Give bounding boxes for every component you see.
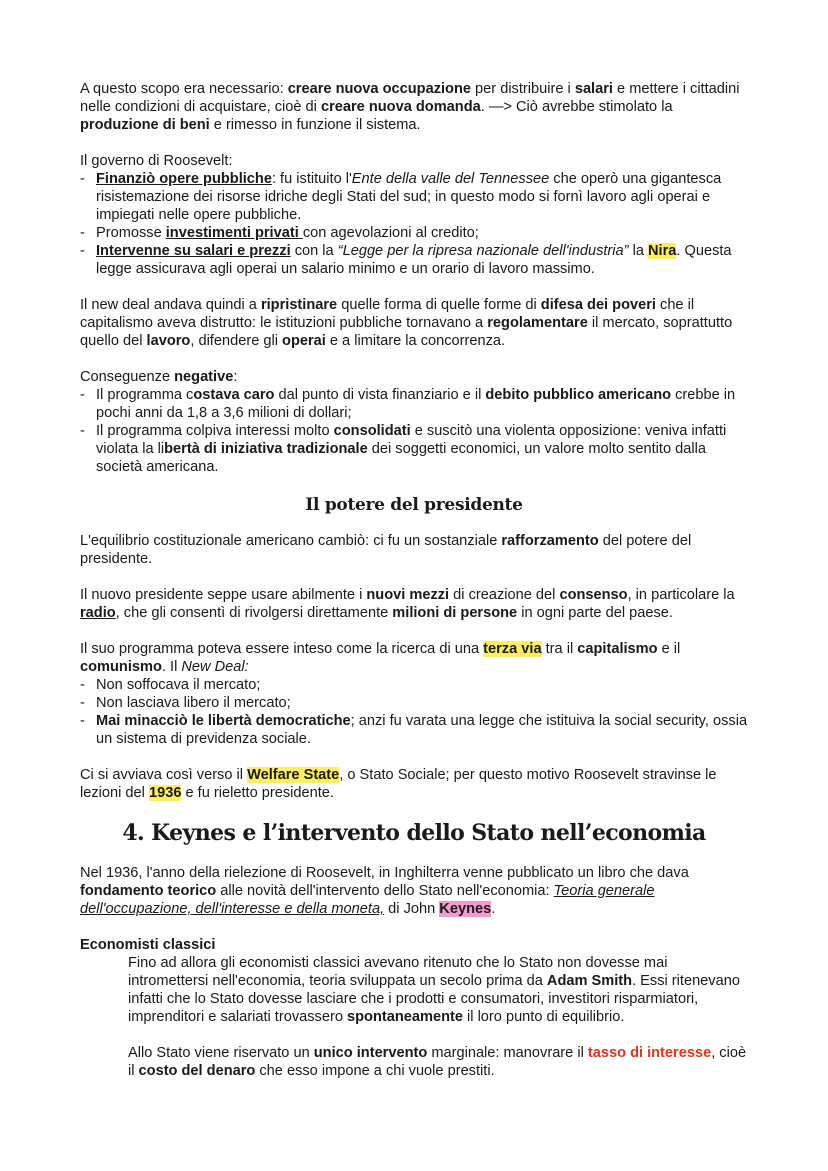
list-item: - Non lasciava libero il mercato; (80, 694, 748, 712)
paragraph-new-deal: Il new deal andava quindi a ripristinare quelle forma di quelle forme di difesa dei poveri che il capitalismo aveva distrutto: le istituzioni pubbliche tornavano a regolamentare il mercato, soprattutto quello del lavoro, difendere gli operai e a limitare la concorrenza. (80, 297, 733, 349)
highlight-terza-via: terza via (483, 641, 542, 657)
list-item: - Mai minacciò le libertà democratiche; anzi fu varata una legge che istituiva la social security, ossia un sistema di previdenza sociale. (80, 712, 748, 748)
highlight-1936: 1936 (148, 785, 182, 801)
subheading-economisti-classici: Economisti classici (80, 937, 216, 953)
red-tasso-interesse: tasso di interesse (587, 1045, 712, 1061)
list-item: - Non soffocava il mercato; (80, 676, 748, 694)
paragraph-terza-via: Il suo programma poteva essere inteso come la ricerca di una terza via tra il capitalismo e il comunismo. Il New Deal: (80, 641, 681, 675)
conseguenze-list (80, 386, 748, 476)
list-item: - Il programma colpiva interessi molto consolidati e suscitò una violenta opposizione: veniva infatti violata la libertà di iniziativa tradizionale dei soggetti economici, un valore molto sentito dalla società americana. (80, 422, 748, 476)
highlight-nira: Nira (647, 243, 677, 259)
highlight-keynes: Keynes (439, 901, 492, 917)
list-item: - Promosse investimenti privati con agevolazioni al credito; (80, 224, 748, 242)
section-heading-keynes: 4. Keynes e l’intervento dello Stato nell’economia (122, 820, 706, 846)
paragraph-welfare: Ci si avviava così verso il Welfare State, o Stato Sociale; per questo motivo Roosevelt stravinse le lezioni del 1936 e fu rieletto presidente. (80, 767, 717, 801)
new-deal-list (80, 676, 748, 748)
paragraph-equilibrio: L'equilibrio costituzionale americano cambiò: ci fu un sostanziale rafforzamento del potere del presidente. (80, 533, 692, 567)
economisti-block (80, 954, 748, 1080)
governo-intro: Il governo di Roosevelt: (80, 153, 233, 169)
highlight-welfare-state: Welfare State (247, 767, 340, 783)
paragraph-classici: Fino ad allora gli economisti classici avevano ritenuto che lo Stato non dovesse mai intromettersi nell'economia, teoria sviluppata un secolo prima da Adam Smith. Essi ritenevano infatti che lo Stato dovesse lasciare che i prodotti e consumatori, investitori risparmiatori, imprenditori e salariati trovassero spontaneamente il loro punto di equilibrio. (128, 955, 740, 1025)
list-item: - Il programma costava caro dal punto di vista finanziario e il debito pubblico americano crebbe in pochi anni da 1,8 a 3,6 milioni di dollari; (80, 386, 748, 422)
section-heading-potere: Il potere del presidente (305, 495, 523, 515)
paragraph-intervento: Allo Stato viene riservato un unico intervento marginale: manovrare il tasso di interesse, cioè il costo del denaro che esso impone a chi vuole prestiti. (128, 1045, 747, 1079)
list-item: - Intervenne su salari e prezzi con la “Legge per la ripresa nazionale dell'industria” la Nira. Questa legge assicurava agli operai un salario minimo e un orario di lavoro massimo. (80, 242, 748, 278)
governo-list (80, 170, 748, 278)
conseguenze-intro: Conseguenze negative: (80, 369, 238, 385)
paragraph-nuovi-mezzi: Il nuovo presidente seppe usare abilmente i nuovi mezzi di creazione del consenso, in particolare la radio, che gli consentì di rivolgersi direttamente milioni di persone in ogni parte del paese. (80, 587, 735, 621)
paragraph-occupazione: A questo scopo era necessario: creare nuova occupazione per distribuire i salari e mettere i cittadini nelle condizioni di acquistare, cioè di creare nuova domanda. —> Ciò avrebbe stimolato la produzione di beni e rimesso in funzione il sistema. (80, 81, 740, 133)
list-item: - Finanziò opere pubbliche: fu istituito l'Ente della valle del Tennessee che operò una gigantesca risistemazione dei risorse idriche degli Stati del sud; in questo modo si fornì lavoro agli operai e impiegati nelle opere pubbliche. (80, 170, 748, 224)
paragraph-keynes: Nel 1936, l'anno della rielezione di Roosevelt, in Inghilterra venne pubblicato un libro che dava fondamento teorico alle novità dell'intervento dello Stato nell'economia: Teoria generale dell'occupazione, dell'interesse e della moneta, di John Keynes. (80, 865, 689, 917)
